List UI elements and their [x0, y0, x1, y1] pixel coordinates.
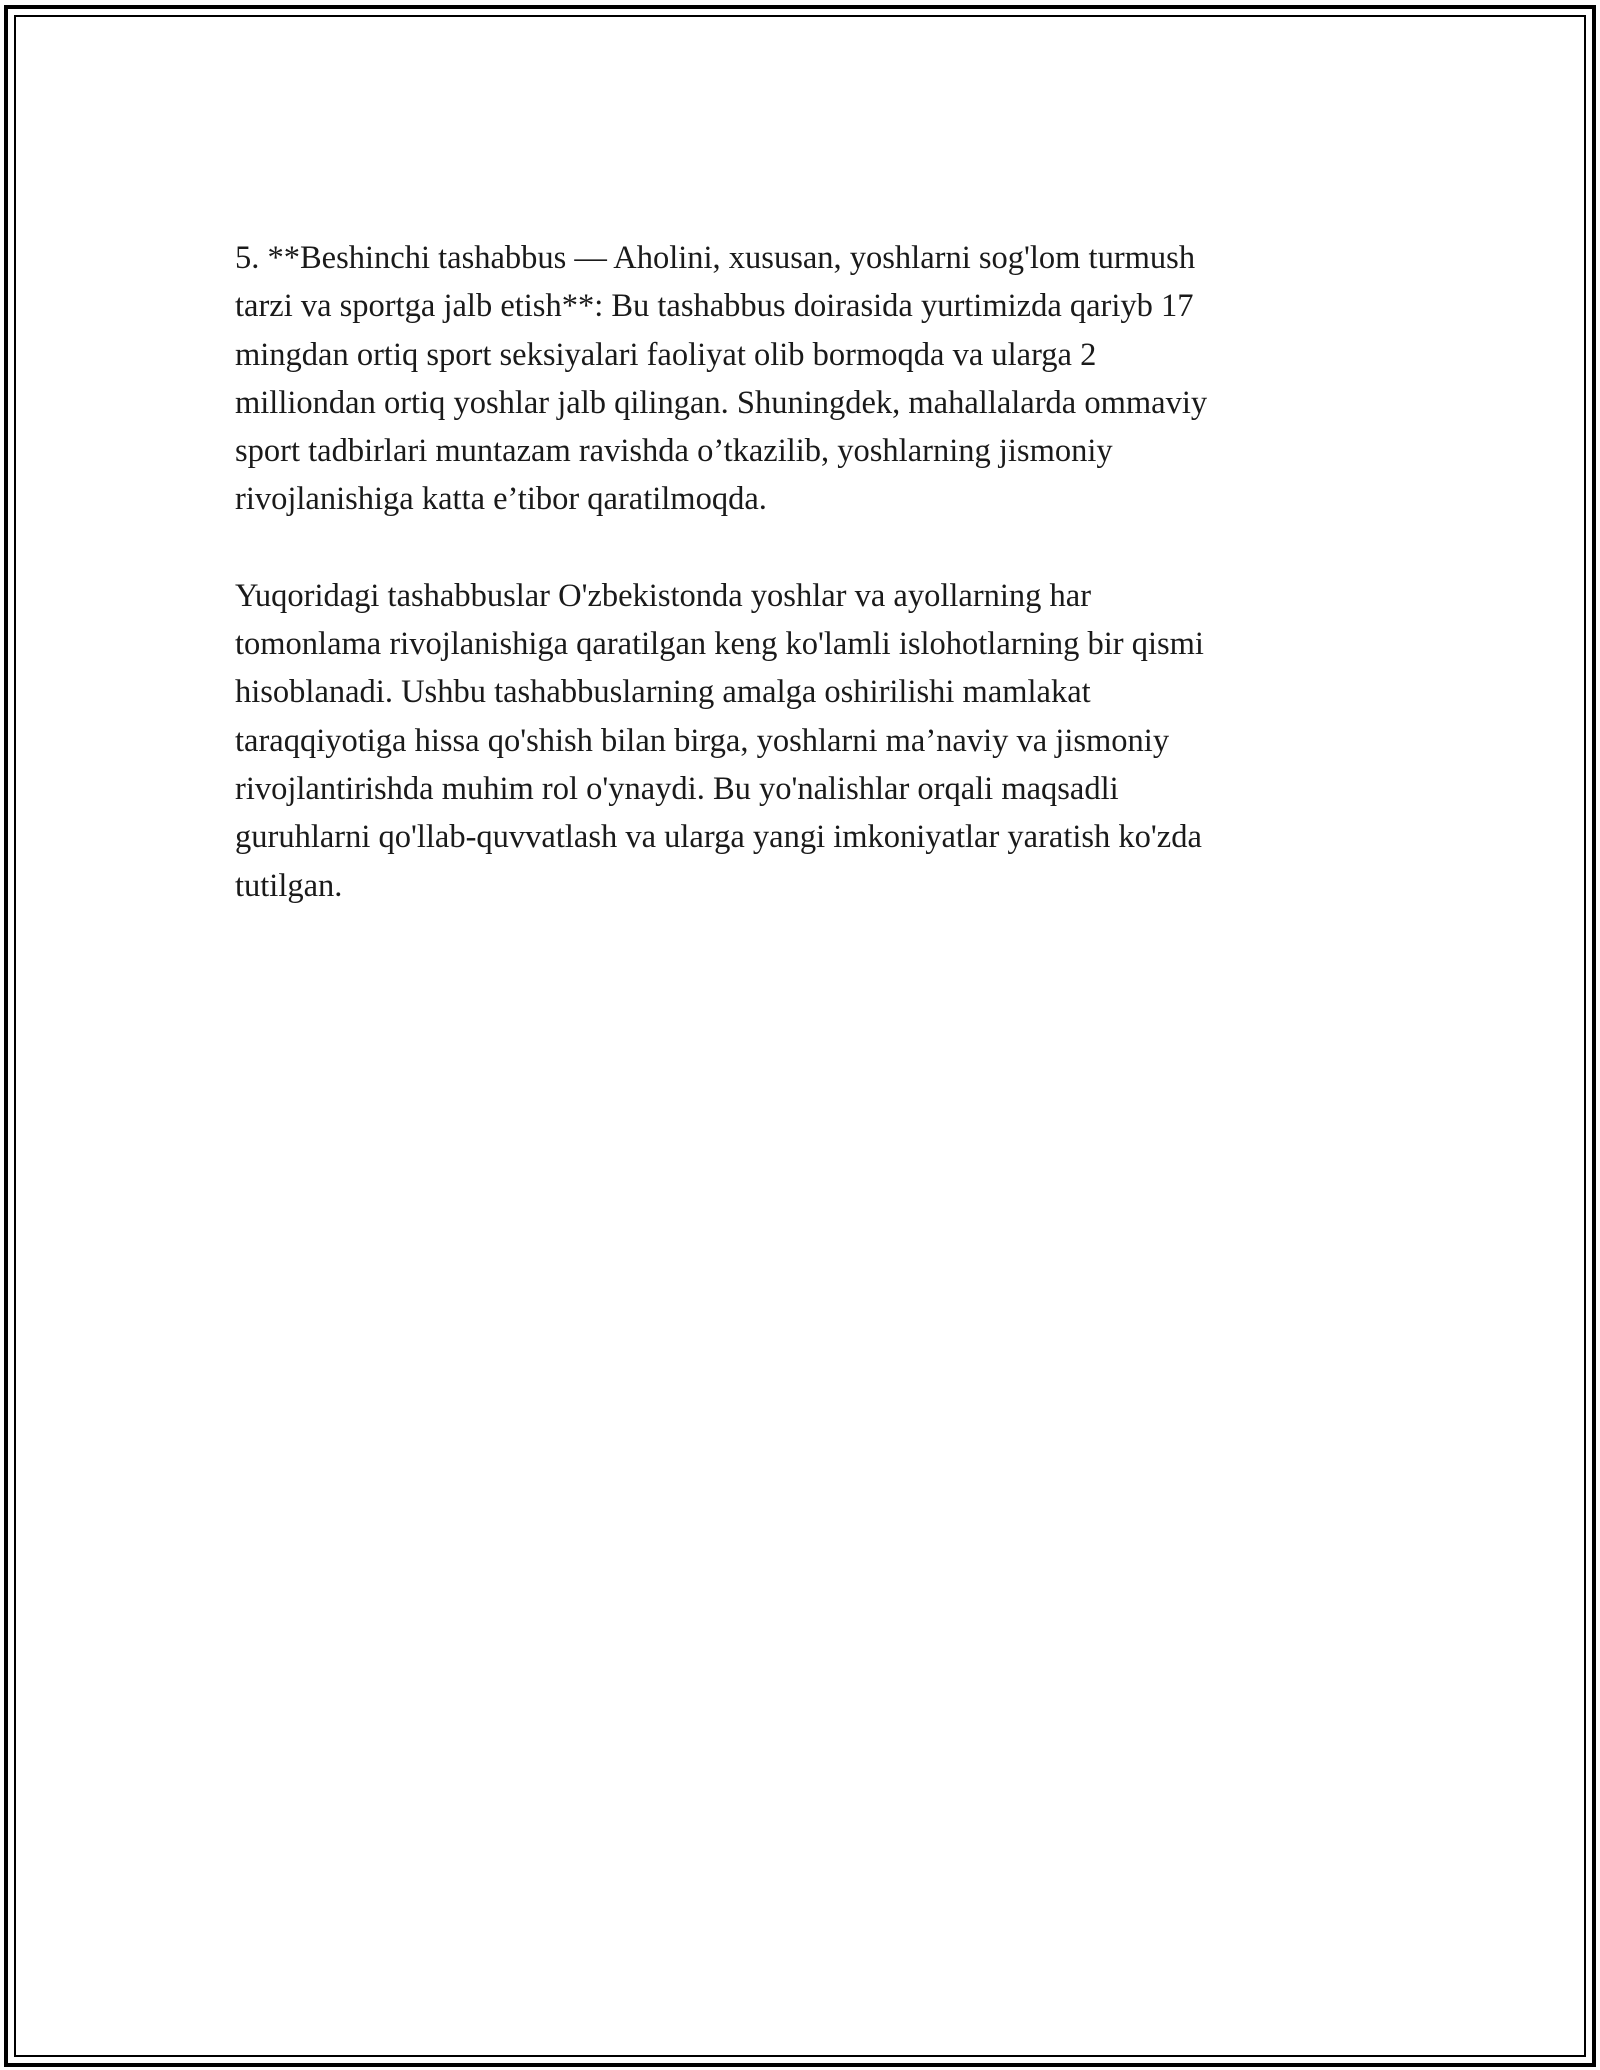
- document-body: [235, 234, 1365, 958]
- paragraph-summary: Yuqoridagi tashabbuslar O'zbekistonda yoshlar va ayollarning har tomonlama rivojlanishiga qaratilgan keng ko'lamli islohotlarning bir qismi hisoblanadi. Ushbu tashabbuslarning amalga oshirilishi mamlakat taraqqiyotiga hissa qo'shish bilan birga, yoshlarni ma’naviy va jismoniy rivojlantirishda muhim rol o'ynaydi. Bu yo'nalishlar orqali maqsadli guruhlarni qo'llab-quvvatlash va ularga yangi imkoniyatlar yaratish ko'zda tutilgan.: [235, 577, 1204, 904]
- paragraph-initiative-five: 5. **Beshinchi tashabbus — Aholini, xususan, yoshlarni sog'lom turmush tarzi va sportga jalb etish**: Bu tashabbus doirasida yurtimizda qariyb 17 mingdan ortiq sport seksiyalari faoliyat olib bormoqda va ularga 2 milliondan ortiq yoshlar jalb qilingan. Shuningdek, mahallalarda ommaviy sport tadbirlari muntazam ravishda o’tkazilib, yoshlarning jismoniy rivojlanishiga katta e’tibor qaratilmoqda.: [235, 240, 1208, 518]
